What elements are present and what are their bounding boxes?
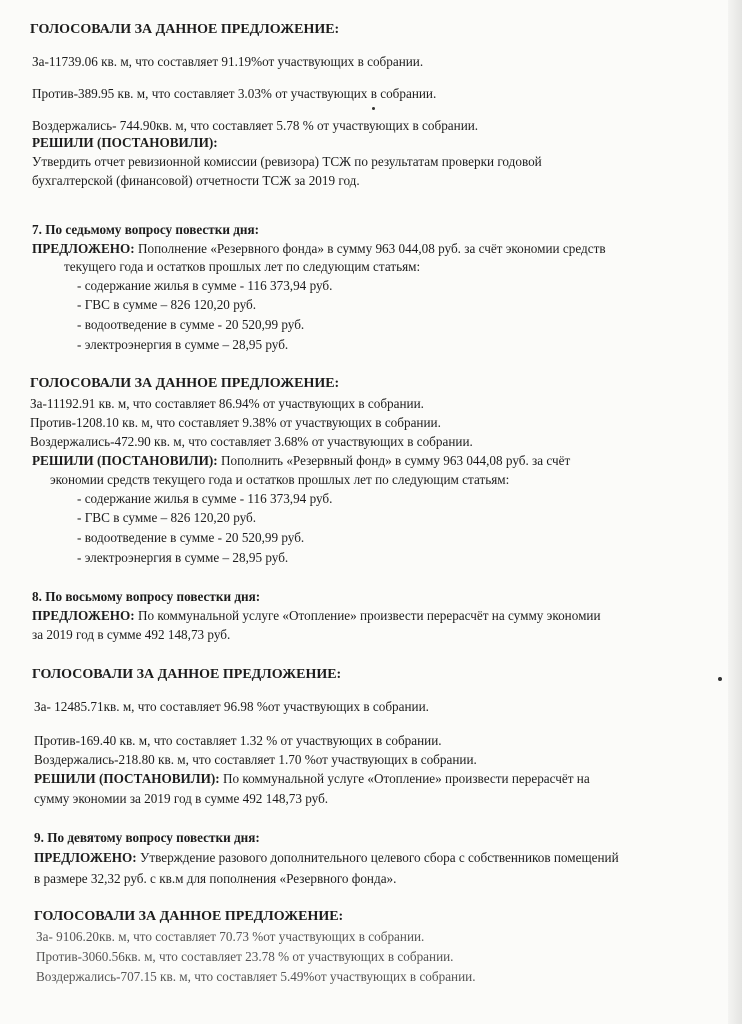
list-item: - электроэнергия в сумме – 28,95 руб. bbox=[77, 337, 289, 352]
question-heading: 9. По девятому вопросу повестки дня: bbox=[34, 830, 260, 845]
question-heading: 8. По восьмому вопросу повестки дня: bbox=[32, 589, 261, 604]
vote-for: За-11192.91 кв. м, что составляет 86.94% от участвующих в собрании. bbox=[30, 396, 424, 411]
scan-speck bbox=[718, 677, 722, 681]
vote-against: Против-389.95 кв. м, что составляет 3.03% от участвующих в собрании. bbox=[32, 86, 437, 101]
voted-header: ГОЛОСОВАЛИ ЗА ДАННОЕ ПРЕДЛОЖЕНИЕ: bbox=[32, 667, 342, 682]
list-item: - электроэнергия в сумме – 28,95 руб. bbox=[77, 550, 289, 565]
decided-line: РЕШИЛИ (ПОСТАНОВИЛИ): По коммунальной услуге «Отопление» произвести перерасчёт на bbox=[34, 771, 590, 786]
vote-for: За- 12485.71кв. м, что составляет 96.98 %от участвующих в собрании. bbox=[34, 699, 429, 714]
vote-abstained: Воздержались-218.80 кв. м, что составляет 1.70 %от участвующих в собрании. bbox=[34, 752, 477, 767]
list-item: - водоотведение в сумме - 20 520,99 руб. bbox=[77, 317, 305, 332]
proposed-text: текущего года и остатков прошлых лет по следующим статьям: bbox=[64, 259, 421, 274]
vote-abstained: Воздержались-472.90 кв. м, что составляет 3.68% от участвующих в собрании. bbox=[30, 434, 473, 449]
vote-against: Против-3060.56кв. м, что составляет 23.78 % от участвующих в собрании. bbox=[36, 949, 454, 964]
proposed-text: в размере 32,32 руб. с кв.м для пополнения «Резервного фонда». bbox=[34, 871, 397, 886]
proposed-text: за 2019 год в сумме 492 148,73 руб. bbox=[32, 627, 231, 642]
scan-speck bbox=[372, 107, 375, 110]
vote-abstained: Воздержались-707.15 кв. м, что составляет 5.49%от участвующих в собрании. bbox=[36, 969, 476, 984]
vote-for: За- 9106.20кв. м, что составляет 70.73 %от участвующих в собрании. bbox=[36, 929, 425, 944]
voted-header: ГОЛОСОВАЛИ ЗА ДАННОЕ ПРЕДЛОЖЕНИЕ: bbox=[34, 909, 344, 924]
list-item: - ГВС в сумме – 826 120,20 руб. bbox=[77, 297, 257, 312]
vote-against: Против-169.40 кв. м, что составляет 1.32 % от участвующих в собрании. bbox=[34, 733, 442, 748]
proposed-line: ПРЕДЛОЖЕНО: Пополнение «Резервного фонда» в сумму 963 044,08 руб. за счёт экономии средств bbox=[32, 241, 606, 256]
proposed-line: ПРЕДЛОЖЕНО: Утверждение разового дополнительного целевого сбора с собственников помещений bbox=[34, 850, 619, 865]
vote-for: За-11739.06 кв. м, что составляет 91.19%от участвующих в собрании. bbox=[32, 54, 424, 69]
list-item: - водоотведение в сумме - 20 520,99 руб. bbox=[77, 530, 305, 545]
list-item: - содержание жилья в сумме - 116 373,94 руб. bbox=[77, 278, 333, 293]
decided-text: сумму экономии за 2019 год в сумме 492 148,73 руб. bbox=[34, 791, 329, 806]
question-heading: 7. По седьмому вопросу повестки дня: bbox=[32, 222, 260, 237]
decided-label: РЕШИЛИ (ПОСТАНОВИЛИ): bbox=[32, 135, 218, 150]
decided-text: Утвердить отчет ревизионной комиссии (ревизора) ТСЖ по результатам проверки годовой bbox=[32, 154, 542, 169]
voted-header: ГОЛОСОВАЛИ ЗА ДАННОЕ ПРЕДЛОЖЕНИЕ: bbox=[30, 376, 340, 391]
proposed-line: ПРЕДЛОЖЕНО: По коммунальной услуге «Отопление» произвести перерасчёт на сумму экономии bbox=[32, 608, 601, 623]
decided-text: бухгалтерской (финансовой) отчетности ТСЖ за 2019 год. bbox=[32, 173, 360, 188]
list-item: - содержание жилья в сумме - 116 373,94 руб. bbox=[77, 491, 333, 506]
decided-line: РЕШИЛИ (ПОСТАНОВИЛИ): Пополнить «Резервный фонд» в сумму 963 044,08 руб. за счёт bbox=[32, 453, 571, 468]
page-edge-shadow bbox=[728, 0, 742, 1024]
list-item: - ГВС в сумме – 826 120,20 руб. bbox=[77, 510, 257, 525]
decided-text: экономии средств текущего года и остатков прошлых лет по следующим статьям: bbox=[50, 472, 510, 487]
vote-against: Против-1208.10 кв. м, что составляет 9.38% от участвующих в собрании. bbox=[30, 415, 441, 430]
voted-header: ГОЛОСОВАЛИ ЗА ДАННОЕ ПРЕДЛОЖЕНИЕ: bbox=[30, 22, 340, 37]
vote-abstained: Воздержались- 744.90кв. м, что составляет 5.78 % от участвующих в собрании. bbox=[32, 118, 479, 133]
